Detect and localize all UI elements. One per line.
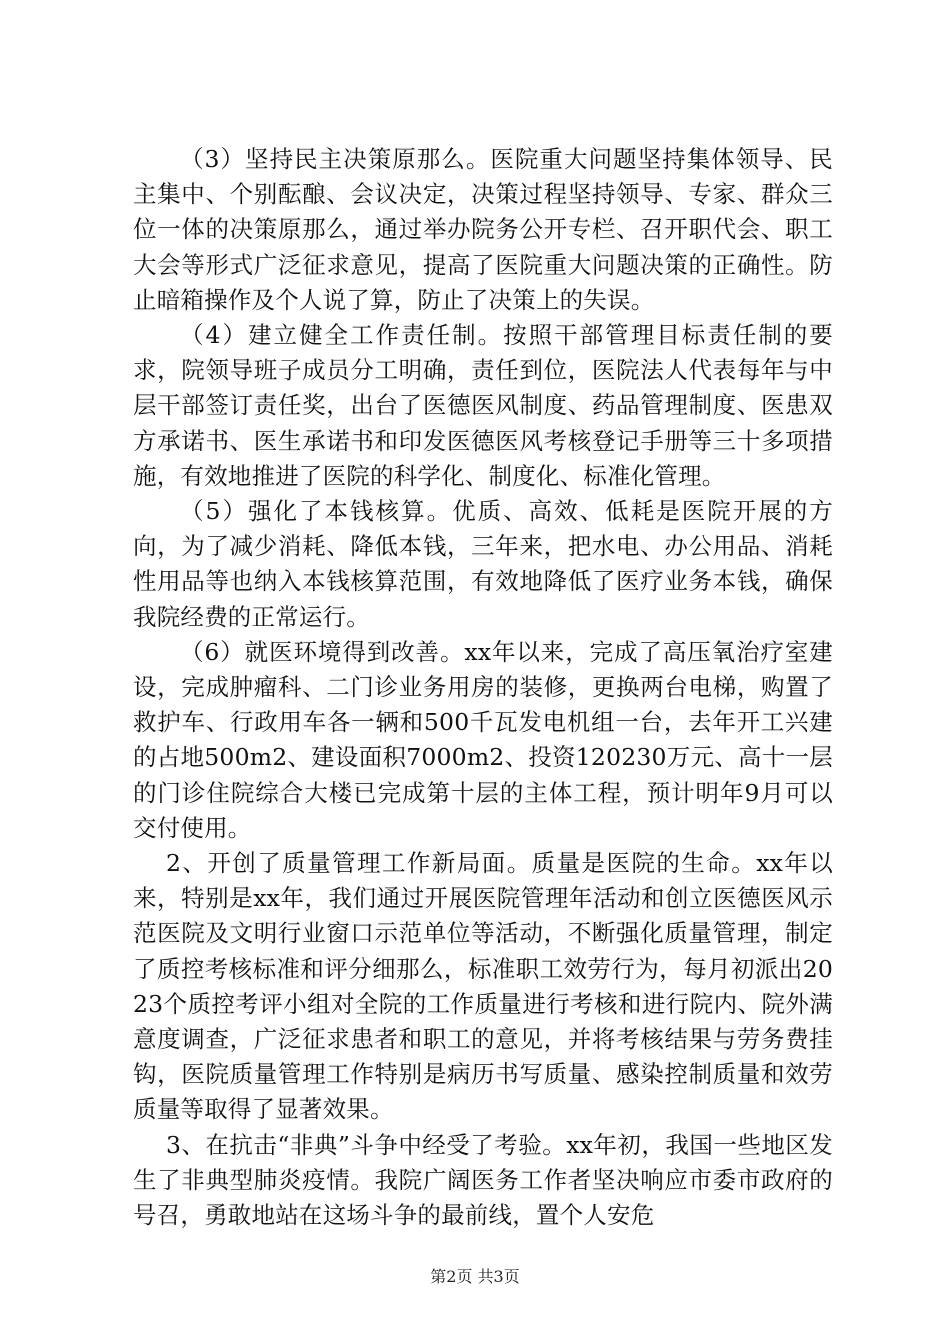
paragraph-responsibility-system: （4）建立健全工作责任制。按照干部管理目标责任制的要求，院领导班子成员分工明确，责任到位，医院法人代表每年与中层干部签订责任奖，出台了医德医风制度、药品管理制度、医患双方承诺书、医生承诺书和印发医德医风考核登记手册等三十多项措施，有效地推进了医院的科学化、制度化、标准化管理。 [133,321,833,490]
paragraph-democratic-decision: （3）坚持民主决策原那么。医院重大问题坚持集体领导、民主集中、个别酝酿、会议决定，决策过程坚持领导、专家、群众三位一体的决策原那么，通过举办院务公开专栏、召开职代会、职工大会等形式广泛征求意见，提高了医院重大问题决策的正确性。防止暗箱操作及个人说了算，防止了决策上的失误。 [133,145,833,314]
paragraph-sars-fight: 3、在抗击“非典”斗争中经受了考验。xx年初，我国一些地区发生了非典型肺炎疫情。我院广阔医务工作者坚决响应市委市政府的号召，勇敢地站在这场斗争的最前线，置个人安危 [133,1130,833,1230]
paragraph-cost-accounting: （5）强化了本钱核算。优质、高效、低耗是医院开展的方向，为了减少消耗、降低本钱，三年来，把水电、办公用品、消耗性用品等也纳入本钱核算范围，有效地降低了医疗业务本钱，确保我院经费的正常运行。 [133,497,833,631]
document-body [133,142,833,1233]
page-number-footer: 第2页 共3页 [430,1267,520,1286]
paragraph-medical-environment: （6）就医环境得到改善。xx年以来，完成了高压氧治疗室建设，完成肿瘤科、二门诊业务用房的装修，更换两台电梯，购置了救护车、行政用车各一辆和500千瓦发电机组一台，去年开工兴建的占地500m2、建设面积7000m2、投资120230万元、高十一层的门诊住院综合大楼已完成第十层的主体工程，预计明年9月可以交付使用。 [133,637,833,842]
paragraph-quality-management: 2、开创了质量管理工作新局面。质量是医院的生命。xx年以来，特别是xx年，我们通过开展医院管理年活动和创立医德医风示范医院及文明行业窗口示范单位等活动，不断强化质量管理，制定了质控考核标准和评分细那么，标准职工效劳行为，每月初派出2023个质控考评小组对全院的工作质量进行考核和进行院内、院外满意度调查，广泛征求患者和职工的意见，并将考核结果与劳务费挂钩，医院质量管理工作特别是病历书写质量、感染控制质量和效劳质量等取得了显著效果。 [133,849,833,1124]
